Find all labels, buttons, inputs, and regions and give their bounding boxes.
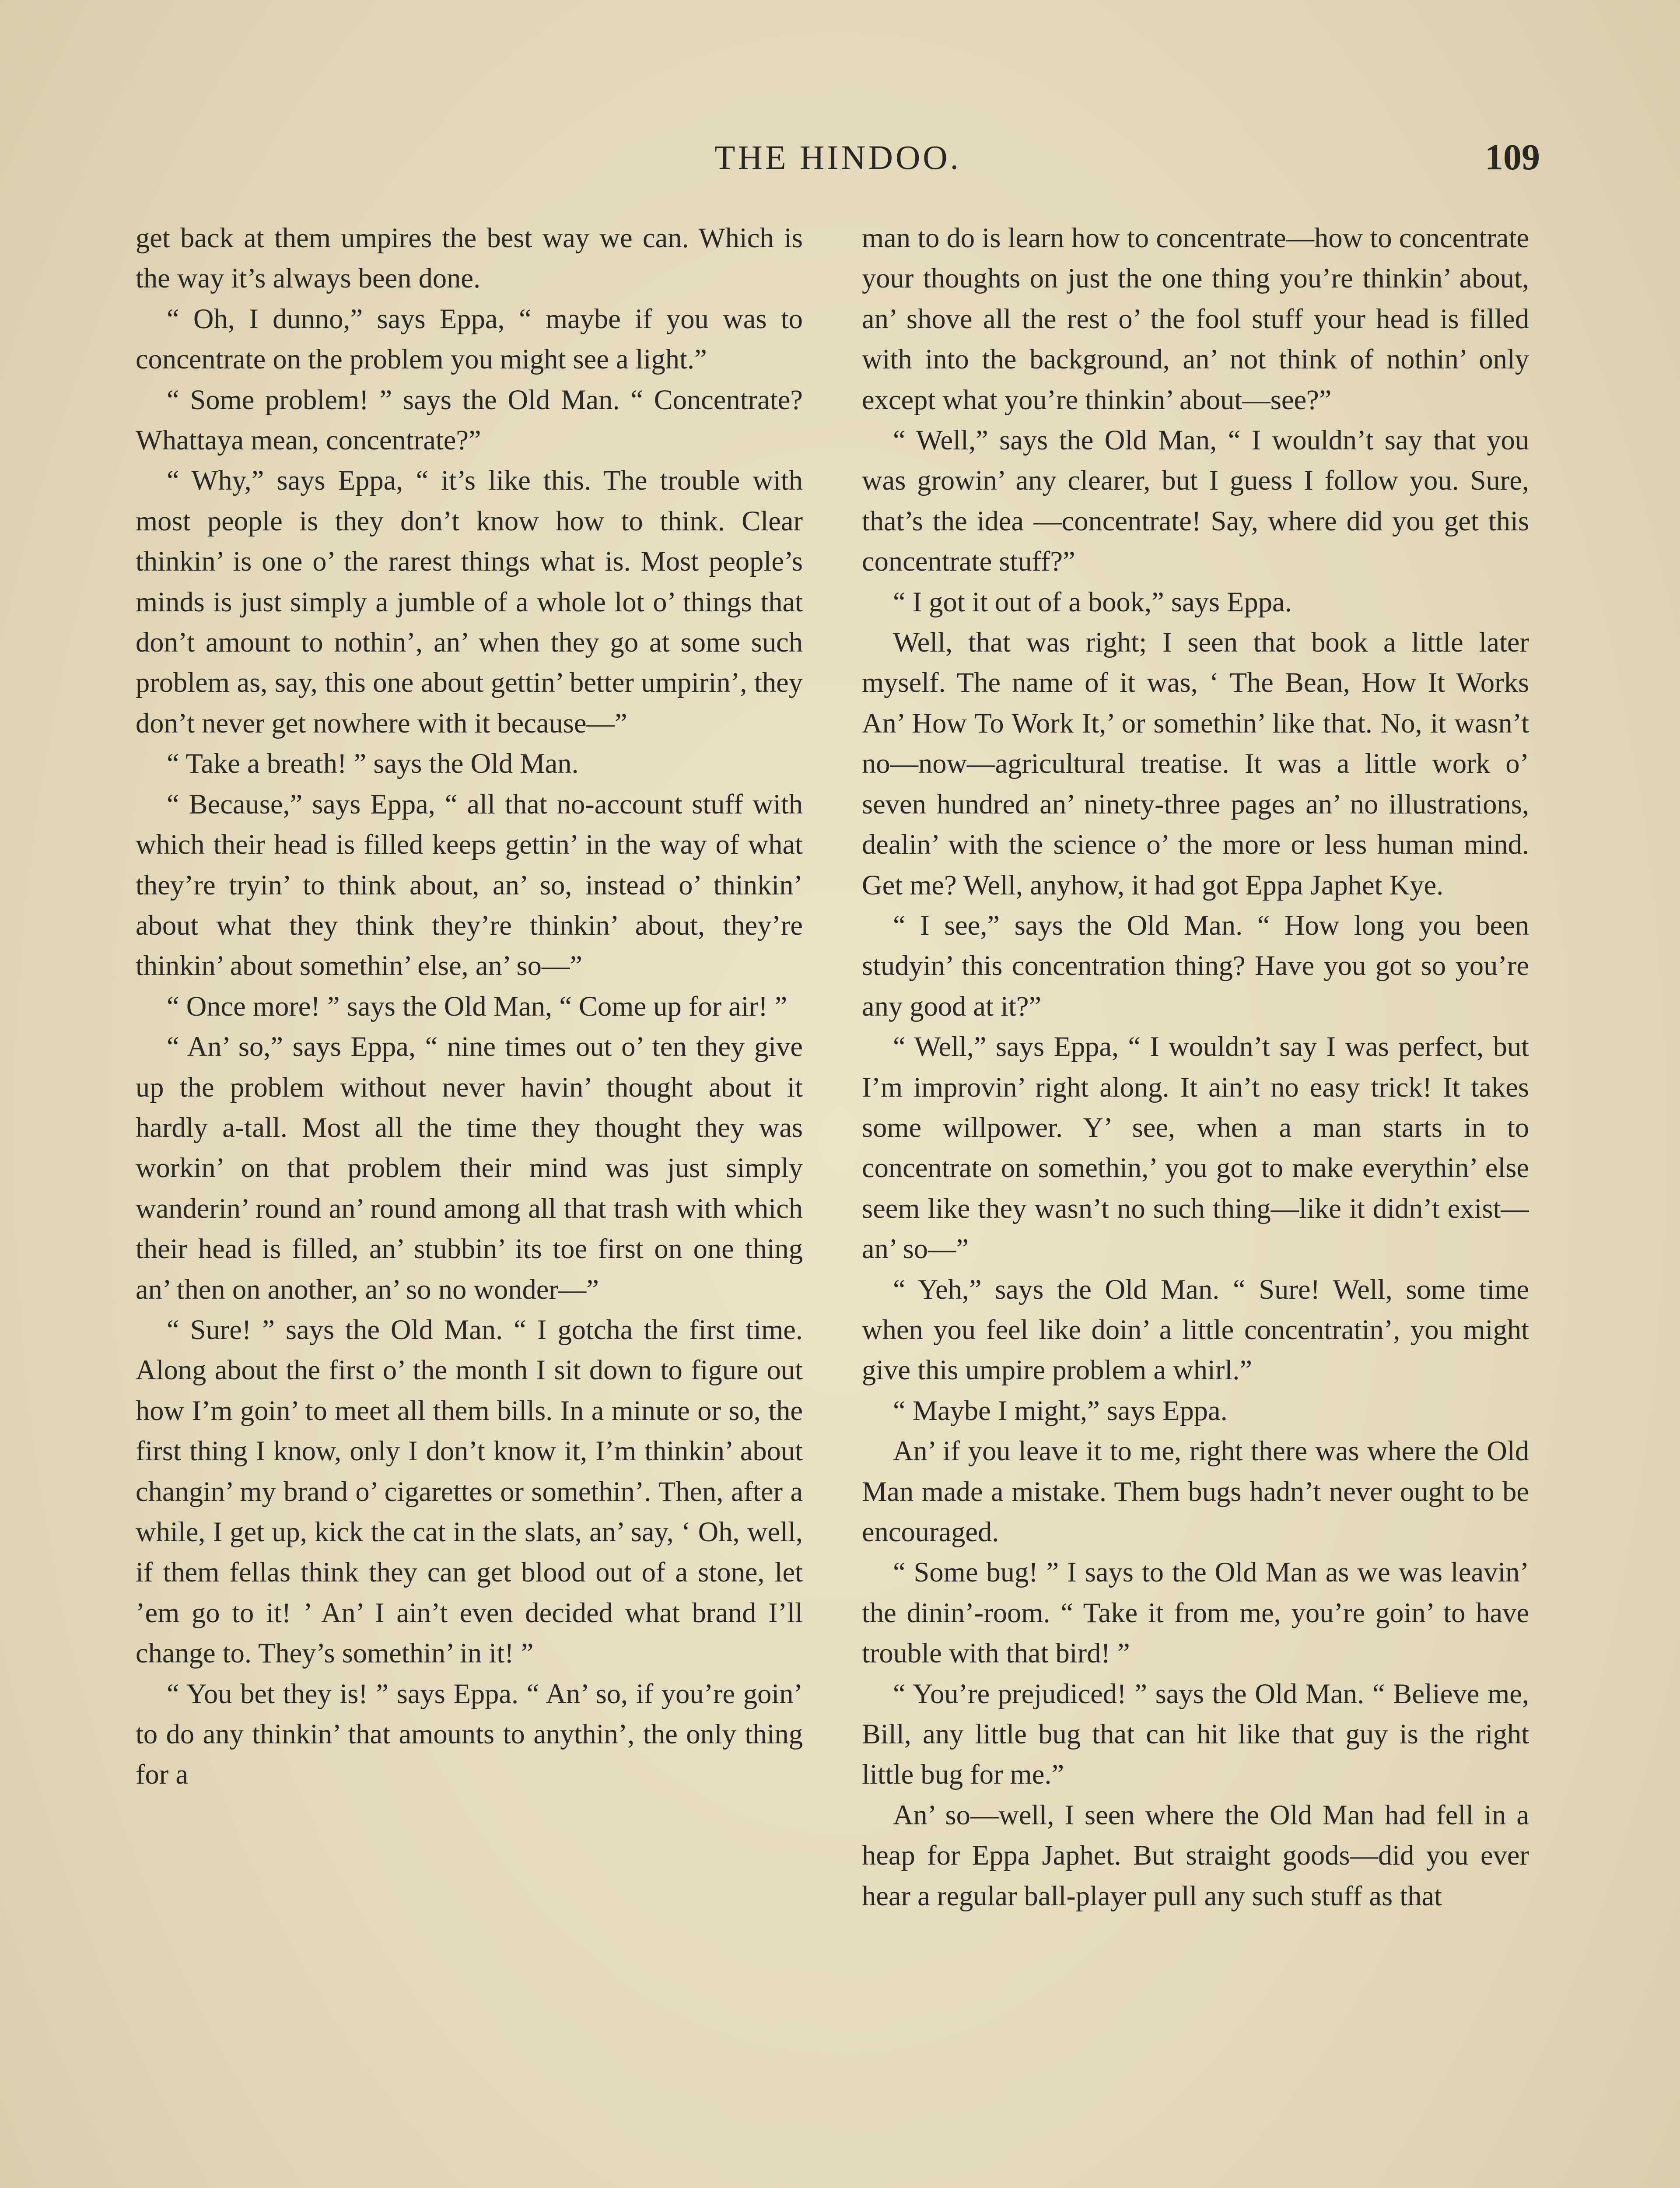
running-head (136, 131, 1540, 184)
paragraph: “ Well,” says Eppa, “ I wouldn’t say I was perfect, but I’m improvin’ right along. It ain’t no easy trick! It takes some willpower. Y’ see, when a man starts in to concentrate on somethin,’ you got to make everythin’ else seem like they wasn’t no such thing—like it didn’t exist—an’ so—” (862, 1031, 1529, 1265)
paragraph: “ I see,” says the Old Man. “ How long you been studyin’ this concentration thing? Have you got so you’re any good at it?” (862, 909, 1529, 1022)
right-column (862, 218, 1529, 2188)
paragraph: man to do is learn how to concentrate—how to concentrate your thoughts on just the one thing you’re thinkin’ about, an’ shove all the rest o’ the fool stuff your head is filled with into the background, an’ not think of nothin’ only except what you’re thinkin’ about—see?” (862, 222, 1529, 415)
paragraph: An’ so—well, I seen where the Old Man had fell in a heap for Eppa Japhet. But straight goods—did you ever hear a regular ball-player pull any such stuff as that (862, 1799, 1529, 1911)
paragraph: “ Yeh,” says the Old Man. “ Sure! Well, some time when you feel like doin’ a little concentratin’, you might give this umpire problem a whirl.” (862, 1273, 1529, 1386)
paragraph: get back at them umpires the best way we can. Which is the way it’s always been done. (136, 222, 803, 294)
paragraph: An’ if you leave it to me, right there was where the Old Man made a mistake. Them bugs hadn’t never ought to be encouraged. (862, 1435, 1529, 1547)
paragraph: “ An’ so,” says Eppa, “ nine times out o’ ten they give up the problem without never havin’ thought about it hardly a-tall. Most all the time they thought they was workin’ on that problem their mind was just simply wanderin’ round an’ round among all that trash with which their head is filled, an’ stubbin’ its toe first on one thing an’ then on another, an’ so no wonder—” (136, 1031, 803, 1305)
paragraph: “ Some problem! ” says the Old Man. “ Concentrate? Whattaya mean, concentrate?” (136, 384, 803, 456)
left-column (136, 218, 803, 2188)
paragraph: “ Some bug! ” I says to the Old Man as we was leavin’ the dinin’-room. “ Take it from me, you’re goin’ to have trouble with that bird! ” (862, 1557, 1529, 1669)
paragraph: “ Why,” says Eppa, “ it’s like this. The trouble with most people is they don’t know how to think. Clear thinkin’ is one o’ the rarest things what is. Most people’s minds is just simply a jumble of a whole lot o’ things that don’t amount to nothin’, an’ when they go at some such problem as, say, this one about gettin’ better umpirin’, they don’t never get nowhere with it because—” (136, 465, 803, 739)
paragraph: “ You’re prejudiced! ” says the Old Man. “ Believe me, Bill, any little bug that can hit like that guy is the right little bug for me.” (862, 1678, 1529, 1790)
paragraph: “ Once more! ” says the Old Man, “ Come up for air! ” (166, 990, 788, 1022)
paragraph: “ You bet they is! ” says Eppa. “ An’ so, if you’re goin’ to do any thinkin’ that amounts to anythin’, the only thing for a (136, 1678, 803, 1790)
paragraph: “ Oh, I dunno,” says Eppa, “ maybe if you was to concentrate on the problem you might see a light.” (136, 303, 803, 375)
paragraph: Well, that was right; I seen that book a little later myself. The name of it was, ‘ The Bean, How It Works An’ How To Work It,’ or somethin’ like that. No, it wasn’t no—now—agricultural treatise. It was a little work o’ seven hundred an’ ninety-three pages an’ no illustrations, dealin’ with the science o’ the more or less human mind. Get me? Well, anyhow, it had got Eppa Japhet Kye. (862, 627, 1529, 901)
paragraph: “ Because,” says Eppa, “ all that no-account stuff with which their head is filled keeps gettin’ in the way of what they’re tryin’ to think about, an’ so, instead o’ thinkin’ about what they think they’re thinkin’ about, they’re thinkin’ about somethin’ else, an’ so—” (136, 788, 803, 982)
paragraph: “ Sure! ” says the Old Man. “ I gotcha the first time. Along about the first o’ the month I sit down to figure out how I’m goin’ to meet all them bills. In a minute or so, the first thing I know, only I don’t know it, I’m thinkin’ about changin’ my brand o’ cigarettes or somethin’. Then, after a while, I get up, kick the cat in the slats, an’ say, ‘ Oh, well, if them fellas think they can get blood out of a stone, let ’em go to it! ’ An’ I ain’t even decided what brand I’ll change to. They’s somethin’ in it! ” (136, 1314, 803, 1669)
paragraph: “ Take a breath! ” says the Old Man. (166, 748, 579, 779)
page-number: 109 (1485, 137, 1540, 178)
running-title: THE HINDOO. (714, 138, 962, 176)
paragraph: “ Maybe I might,” says Eppa. (892, 1395, 1228, 1426)
paragraph: “ I got it out of a book,” says Eppa. (892, 586, 1292, 617)
paragraph: “ Well,” says the Old Man, “ I wouldn’t say that you was growin’ any clearer, but I guess I follow you. Sure, that’s the idea —concentrate! Say, where did you get this concentrate stuff?” (862, 424, 1529, 577)
